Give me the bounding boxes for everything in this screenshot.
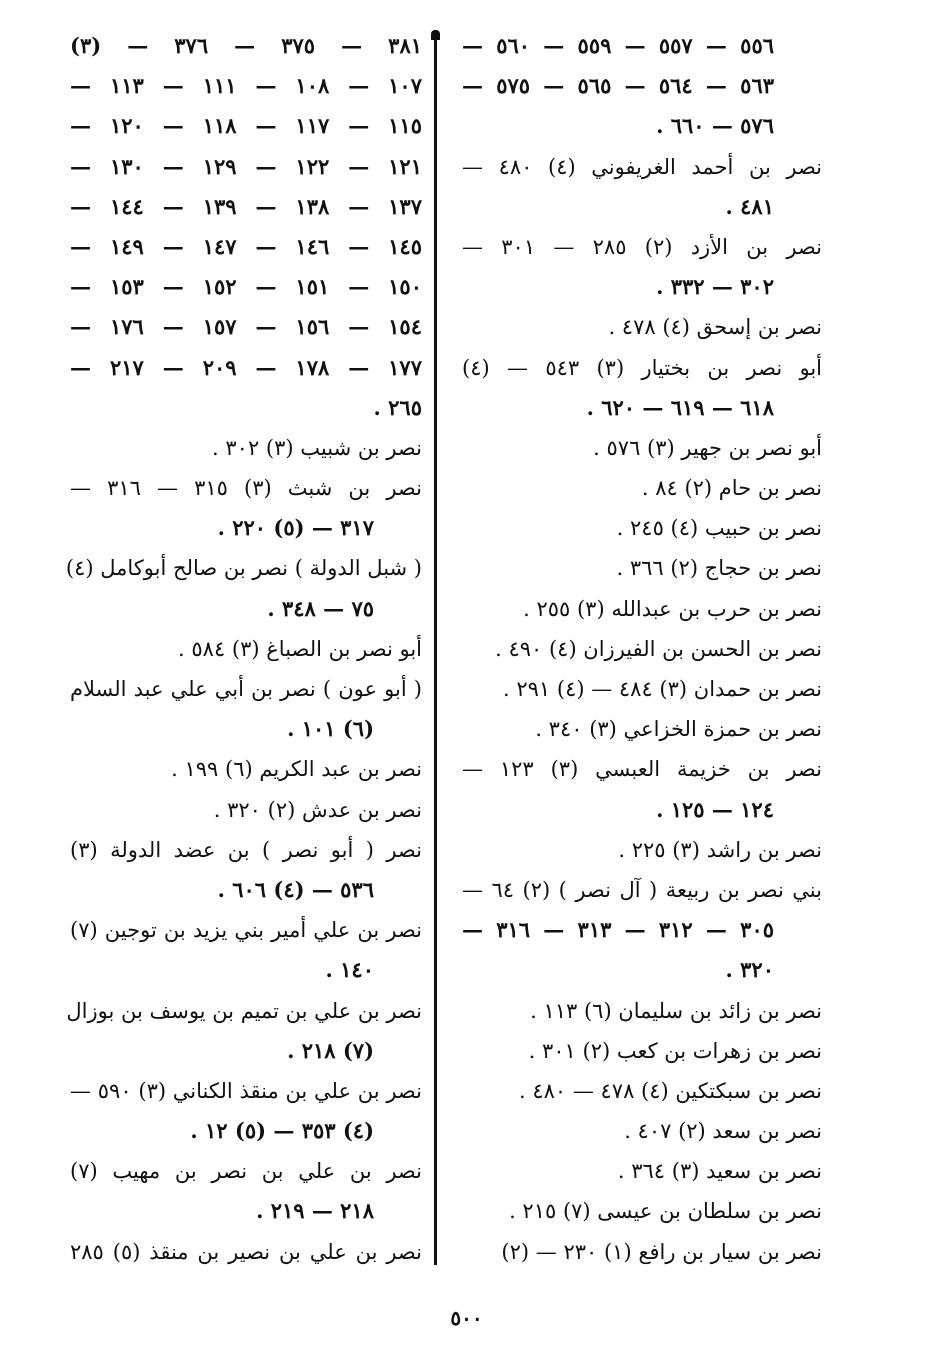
index-entry-line: نصر بن شبث (٣) ٣١٥ — ٣١٦ — bbox=[70, 476, 422, 501]
index-entry-line: نصر بن حمدان (٣) ٤٨٤ — (٤) ٢٩١ . bbox=[503, 677, 822, 701]
index-entry-line: ١٤٥ — ١٤٦ — ١٤٧ — ١٤٩ — bbox=[70, 233, 422, 259]
index-entry-line: أبو نصر بن جهير (٣) ٥٧٦ . bbox=[593, 435, 822, 460]
index-entry-continuation: ٥٣٦ — (٤) ٦٠٦ . bbox=[217, 876, 374, 902]
index-entry-line: نصر بن عدش (٢) ٣٢٠ . bbox=[213, 797, 422, 822]
index-entry-line: نصر بن حبيب (٤) ٢٤٥ . bbox=[616, 516, 822, 541]
index-entry-line: نصر بن زائد بن سليمان (٦) ١١٣ . bbox=[530, 998, 822, 1023]
right-column bbox=[462, 26, 822, 1272]
index-entry-line: نصر بن علي بن منقذ الكناني (٣) ٥٩٠ — bbox=[70, 1078, 422, 1103]
index-entry-line: نصر بن راشد (٣) ٢٢٥ . bbox=[618, 837, 822, 862]
index-entry-line: بني نصر بن ربيعة ( آل نصر ) (٢) ٦٤ — bbox=[462, 877, 822, 902]
index-entry-line: نصر بن علي بن نصر بن مهيب (٧) bbox=[70, 1159, 422, 1184]
index-entry-line: ٣٨١ — ٣٧٥ — ٣٧٦ — (٣) bbox=[70, 33, 423, 58]
index-entry-line: ( أبو عون ) نصر بن أبي علي عبد السلام bbox=[70, 677, 422, 701]
index-entry-line: نصر بن حجاج (٢) ٣٦٦ . bbox=[616, 556, 822, 581]
index-entry-line: ١٣٧ — ١٣٨ — ١٣٩ — ١٤٤ — bbox=[70, 193, 422, 219]
index-entry-line: ٢٦٥ . bbox=[373, 394, 422, 420]
index-entry-continuation: ١٤٠ . bbox=[325, 957, 374, 983]
index-entry-line: نصر بن الأزد (٢) ٢٨٥ — ٣٠١ — bbox=[462, 234, 822, 259]
index-entry-line: نصر بن حرب بن عبدالله (٣) ٢٥٥ . bbox=[523, 596, 822, 621]
index-entry-continuation: ٥٧٦ — ٦٦٠ . bbox=[656, 113, 774, 139]
index-entry-continuation: (٧) ٢١٨ . bbox=[287, 1037, 374, 1063]
index-entry-line: نصر بن علي بن نصير بن منقذ (٥) ٢٨٥ bbox=[70, 1239, 422, 1264]
index-entry-line: نصر بن سعيد (٣) ٣٦٤ . bbox=[617, 1159, 822, 1184]
index-entry-line: نصر بن علي أمير بني يزيد بن توجين (٧) bbox=[70, 918, 422, 943]
page-number: ٥٠٠ bbox=[450, 1306, 483, 1330]
column-divider bbox=[434, 30, 437, 1265]
index-entry-line: نصر ( أبو نصر ) بن عضد الدولة (٣) bbox=[70, 837, 422, 862]
index-entry-line: نصر بن حمزة الخزاعي (٣) ٣٤٠ . bbox=[535, 717, 822, 742]
index-entry-line: ١٠٧ — ١٠٨ — ١١١ — ١١٣ — bbox=[70, 73, 422, 99]
index-entry-line: نصر بن سيار بن رافع (١) ٢٣٠ — (٢) bbox=[501, 1239, 822, 1264]
index-entry-line: ١٢١ — ١٢٢ — ١٢٩ — ١٣٠ — bbox=[70, 153, 422, 179]
index-entry-continuation: (٤) ٣٥٣ — (٥) ١٢ . bbox=[190, 1118, 374, 1144]
index-entry-line: نصر بن حام (٢) ٨٤ . bbox=[641, 476, 822, 501]
index-entry-continuation: ٣٢٠ . bbox=[725, 957, 774, 983]
index-entry-line: نصر بن سبكتكين (٤) ٤٧٨ — ٤٨٠ . bbox=[518, 1078, 822, 1103]
left-column bbox=[65, 26, 423, 1272]
index-entry-continuation: ٤٨١ . bbox=[725, 193, 774, 219]
index-entry-continuation: ٧٥ — ٣٤٨ . bbox=[267, 595, 374, 621]
index-entry-line: نصر بن سعد (٢) ٤٠٧ . bbox=[624, 1119, 822, 1144]
index-entry-line: ١١٥ — ١١٧ — ١١٨ — ١٢٠ — bbox=[70, 113, 422, 139]
index-entry-line: ١٥٠ — ١٥١ — ١٥٢ — ١٥٣ — bbox=[70, 274, 422, 300]
index-entry-line: أبو نصر بن بختيار (٣) ٥٤٣ — (٤) bbox=[462, 355, 823, 380]
index-entry-line: نصر بن سلطان بن عيسى (٧) ٢١٥ . bbox=[509, 1199, 822, 1224]
index-entry-line: ١٧٧ — ١٧٨ — ٢٠٩ — ٢١٧ — bbox=[70, 354, 422, 380]
index-entry-line: أبو نصر بن الصباغ (٣) ٥٨٤ . bbox=[178, 636, 422, 661]
index-entry-line: نصر بن عبد الكريم (٦) ١٩٩ . bbox=[171, 757, 422, 782]
index-entry-continuation: ٦١٨ — ٦١٩ — ٦٢٠ . bbox=[586, 394, 774, 420]
index-entry-line: نصر بن أحمد الغريفوني (٤) ٤٨٠ — bbox=[462, 154, 822, 179]
index-entry-continuation: ٢١٨ — ٢١٩ . bbox=[256, 1198, 374, 1224]
index-entry-continuation: ٥٦٣ — ٥٦٤ — ٥٦٥ — ٥٧٥ — bbox=[462, 73, 775, 99]
index-entry-line: نصر بن علي بن تميم بن يوسف بن بوزال bbox=[66, 998, 422, 1023]
index-entry-continuation: ٣١٧ — (٥) ٢٢٠ . bbox=[217, 515, 374, 541]
index-entry-line: نصر بن خزيمة العبسي (٣) ١٢٣ — bbox=[462, 757, 822, 782]
index-entry-continuation: ٣٠٢ — ٣٣٢ . bbox=[656, 274, 774, 300]
index-entry-continuation: ٥٥٦ — ٥٥٧ — ٥٥٩ — ٥٦٠ — bbox=[462, 33, 775, 58]
index-entry-line: نصر بن شبيب (٣) ٣٠٢ . bbox=[212, 435, 422, 460]
index-entry-line: نصر بن إسحق (٤) ٤٧٨ . bbox=[608, 315, 822, 340]
index-entry-continuation: (٦) ١٠١ . bbox=[287, 716, 374, 742]
index-entry-continuation: ٣٠٥ — ٣١٢ — ٣١٣ — ٣١٦ — bbox=[462, 917, 775, 943]
index-entry-continuation: ١٢٤ — ١٢٥ . bbox=[656, 796, 774, 822]
index-entry-line: نصر بن زهرات بن كعب (٢) ٣٠١ . bbox=[528, 1038, 822, 1063]
index-entry-line: نصر بن الحسن بن الفيرزان (٤) ٤٩٠ . bbox=[495, 636, 822, 661]
index-entry-line: ١٥٤ — ١٥٦ — ١٥٧ — ١٧٦ — bbox=[70, 314, 422, 340]
index-entry-line: ( شبل الدولة ) نصر بن صالح أبوكامل (٤) bbox=[65, 556, 422, 581]
